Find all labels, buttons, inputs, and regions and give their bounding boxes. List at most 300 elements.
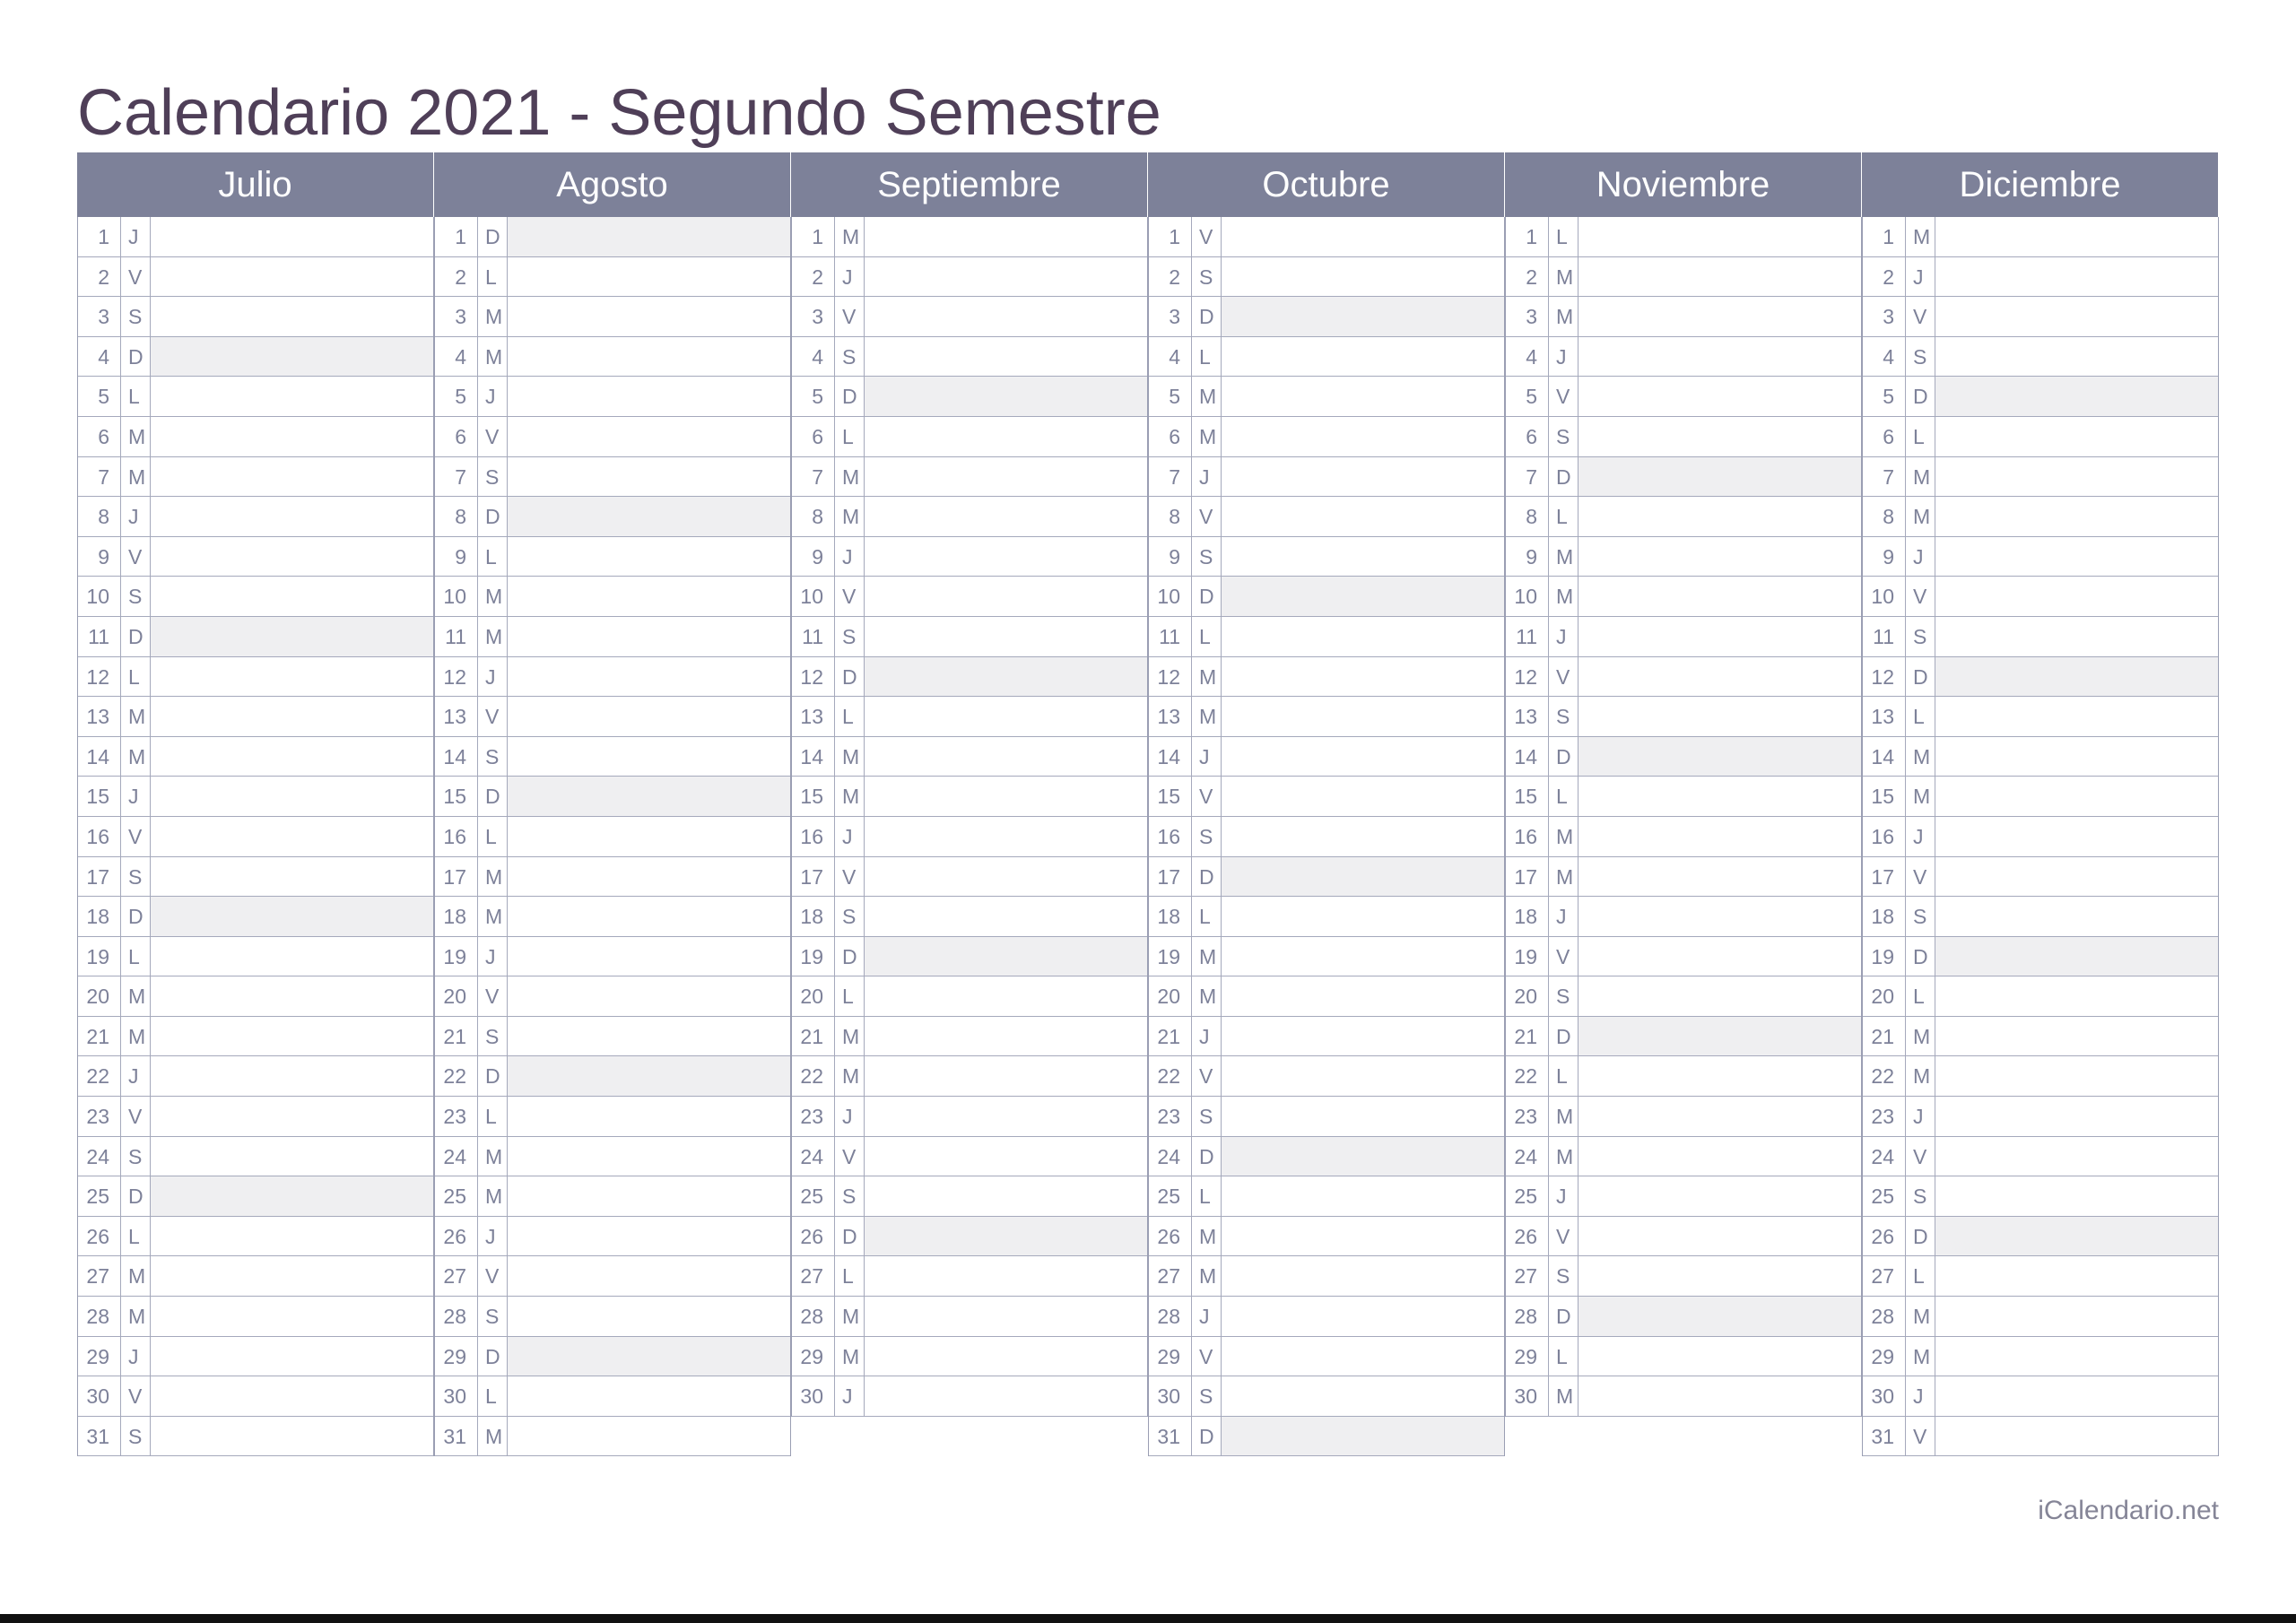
day-note-cell[interactable] (1935, 1376, 2218, 1416)
day-number: 3 (1149, 297, 1192, 336)
day-note-cell[interactable] (1935, 217, 2218, 256)
day-note-cell[interactable] (508, 617, 790, 656)
weekday-letter: J (1192, 457, 1222, 497)
day-row (435, 337, 790, 378)
bottom-bar (0, 1614, 2296, 1623)
day-note-cell[interactable] (1578, 897, 1861, 936)
day-note-cell[interactable] (508, 976, 790, 1016)
day-number: 30 (1506, 1376, 1549, 1416)
day-note-cell[interactable] (1578, 777, 1861, 816)
day-note-cell[interactable] (1222, 976, 1504, 1016)
day-note-cell[interactable] (508, 577, 790, 616)
day-row (435, 1137, 790, 1177)
month-header: Octubre (1148, 152, 1505, 217)
weekday-letter: L (1549, 777, 1578, 816)
day-row (792, 417, 1147, 457)
day-note-cell[interactable] (1578, 1017, 1861, 1056)
day-note-cell[interactable] (1935, 1017, 2218, 1056)
day-number: 2 (1863, 257, 1906, 297)
day-note-cell[interactable] (508, 457, 790, 497)
day-note-cell[interactable] (508, 1017, 790, 1056)
day-row (1863, 857, 2218, 898)
day-note-cell[interactable] (1935, 897, 2218, 936)
day-row (1863, 897, 2218, 937)
day-note-cell[interactable] (1578, 1297, 1861, 1336)
day-number: 11 (1149, 617, 1192, 656)
day-note-cell[interactable] (1935, 737, 2218, 777)
day-note-cell[interactable] (1578, 1256, 1861, 1296)
day-note-cell[interactable] (1935, 857, 2218, 897)
weekday-letter: S (835, 897, 865, 936)
day-row (1863, 377, 2218, 417)
day-note-cell[interactable] (1935, 257, 2218, 297)
day-note-cell[interactable] (151, 857, 433, 897)
day-number: 12 (78, 657, 121, 697)
weekday-letter: M (835, 1337, 865, 1376)
day-note-cell[interactable] (508, 297, 790, 336)
weekday-letter: V (478, 697, 508, 736)
day-note-cell[interactable] (1935, 377, 2218, 416)
day-row (78, 537, 433, 577)
day-note-cell[interactable] (508, 417, 790, 456)
day-row (792, 697, 1147, 737)
day-row (1149, 1217, 1504, 1257)
day-note-cell[interactable] (1222, 457, 1504, 497)
day-number: 30 (435, 1376, 478, 1416)
day-note-cell[interactable] (1222, 417, 1504, 456)
day-row (792, 577, 1147, 617)
day-row (1149, 777, 1504, 817)
day-note-cell[interactable] (1578, 1097, 1861, 1136)
day-note-cell[interactable] (151, 937, 433, 976)
day-note-cell[interactable] (1935, 1256, 2218, 1296)
day-number: 12 (435, 657, 478, 697)
day-note-cell[interactable] (865, 777, 1147, 816)
day-row (792, 737, 1147, 777)
weekday-letter: D (478, 1337, 508, 1376)
day-note-cell[interactable] (1935, 1337, 2218, 1376)
day-note-cell[interactable] (508, 337, 790, 377)
day-number: 28 (792, 1297, 835, 1336)
day-list (77, 217, 434, 1456)
day-note-cell[interactable] (151, 1097, 433, 1136)
day-note-cell[interactable] (508, 257, 790, 297)
weekday-letter: V (1549, 377, 1578, 416)
day-note-cell[interactable] (865, 377, 1147, 416)
day-note-cell[interactable] (1222, 1056, 1504, 1096)
page-title: Calendario 2021 - Segundo Semestre (77, 77, 1161, 149)
day-row (1863, 217, 2218, 257)
day-note-cell[interactable] (1578, 1056, 1861, 1096)
day-note-cell[interactable] (151, 257, 433, 297)
day-note-cell[interactable] (151, 1176, 433, 1216)
weekday-letter: M (1906, 217, 1935, 256)
day-number: 17 (1149, 857, 1192, 897)
weekday-letter: M (835, 457, 865, 497)
day-note-cell[interactable] (508, 777, 790, 816)
day-note-cell[interactable] (1222, 737, 1504, 777)
day-number: 15 (435, 777, 478, 816)
day-note-cell[interactable] (1222, 1097, 1504, 1136)
weekday-letter: D (121, 617, 151, 656)
day-note-cell[interactable] (1578, 577, 1861, 616)
day-note-cell[interactable] (151, 537, 433, 577)
day-note-cell[interactable] (1578, 497, 1861, 536)
day-note-cell[interactable] (1935, 697, 2218, 736)
day-number: 3 (78, 297, 121, 336)
day-note-cell[interactable] (508, 1376, 790, 1416)
day-number: 30 (78, 1376, 121, 1416)
day-note-cell[interactable] (1222, 777, 1504, 816)
day-note-cell[interactable] (865, 1017, 1147, 1056)
day-row (1863, 417, 2218, 457)
day-note-cell[interactable] (1222, 657, 1504, 697)
day-number: 19 (1149, 937, 1192, 976)
day-note-cell[interactable] (151, 337, 433, 377)
month-column (791, 152, 1148, 1417)
day-note-cell[interactable] (1578, 817, 1861, 856)
day-note-cell[interactable] (1222, 537, 1504, 577)
day-number: 26 (792, 1217, 835, 1256)
day-note-cell[interactable] (1578, 457, 1861, 497)
day-note-cell[interactable] (1935, 1097, 2218, 1136)
day-note-cell[interactable] (508, 1256, 790, 1296)
day-number: 8 (1506, 497, 1549, 536)
weekday-letter: M (835, 217, 865, 256)
day-note-cell[interactable] (508, 217, 790, 256)
day-note-cell[interactable] (1578, 657, 1861, 697)
weekday-letter: V (478, 976, 508, 1016)
day-note-cell[interactable] (1578, 1176, 1861, 1216)
day-note-cell[interactable] (508, 1056, 790, 1096)
day-note-cell[interactable] (1578, 617, 1861, 656)
weekday-letter: S (1192, 257, 1222, 297)
day-row (792, 897, 1147, 937)
day-note-cell[interactable] (1578, 537, 1861, 577)
day-note-cell[interactable] (151, 217, 433, 256)
day-note-cell[interactable] (1935, 617, 2218, 656)
day-note-cell[interactable] (1935, 537, 2218, 577)
day-note-cell[interactable] (151, 617, 433, 656)
day-note-cell[interactable] (865, 1297, 1147, 1336)
day-number: 29 (78, 1337, 121, 1376)
day-note-cell[interactable] (151, 777, 433, 816)
day-note-cell[interactable] (1222, 1017, 1504, 1056)
day-note-cell[interactable] (1578, 217, 1861, 256)
day-number: 24 (792, 1137, 835, 1176)
weekday-letter: M (1192, 377, 1222, 416)
day-note-cell[interactable] (865, 257, 1147, 297)
day-note-cell[interactable] (508, 1097, 790, 1136)
day-note-cell[interactable] (1578, 1217, 1861, 1256)
day-note-cell[interactable] (1935, 777, 2218, 816)
weekday-letter: M (478, 577, 508, 616)
day-note-cell[interactable] (1935, 1217, 2218, 1256)
day-note-cell[interactable] (865, 1097, 1147, 1136)
day-note-cell[interactable] (508, 1176, 790, 1216)
day-row (435, 257, 790, 298)
day-note-cell[interactable] (865, 657, 1147, 697)
weekday-letter: J (478, 937, 508, 976)
day-row (78, 1097, 433, 1137)
day-note-cell[interactable] (151, 737, 433, 777)
day-note-cell[interactable] (508, 1217, 790, 1256)
day-row (1506, 976, 1861, 1017)
day-note-cell[interactable] (865, 1056, 1147, 1096)
day-number: 5 (1149, 377, 1192, 416)
day-note-cell[interactable] (151, 1017, 433, 1056)
weekday-letter: D (1549, 1297, 1578, 1336)
day-note-cell[interactable] (1578, 337, 1861, 377)
day-note-cell[interactable] (151, 1337, 433, 1376)
day-note-cell[interactable] (508, 857, 790, 897)
day-note-cell[interactable] (1222, 1417, 1504, 1456)
day-number: 18 (1863, 897, 1906, 936)
day-note-cell[interactable] (1578, 1376, 1861, 1416)
day-note-cell[interactable] (1222, 577, 1504, 616)
day-note-cell[interactable] (865, 1137, 1147, 1176)
day-note-cell[interactable] (865, 897, 1147, 936)
day-note-cell[interactable] (1578, 1337, 1861, 1376)
day-note-cell[interactable] (1578, 377, 1861, 416)
day-note-cell[interactable] (151, 497, 433, 536)
day-note-cell[interactable] (1578, 737, 1861, 777)
day-note-cell[interactable] (865, 697, 1147, 736)
day-note-cell[interactable] (1578, 257, 1861, 297)
day-note-cell[interactable] (508, 937, 790, 976)
day-note-cell[interactable] (1578, 857, 1861, 897)
day-note-cell[interactable] (508, 1297, 790, 1336)
day-note-cell[interactable] (1935, 497, 2218, 536)
day-number: 23 (1863, 1097, 1906, 1136)
day-note-cell[interactable] (151, 657, 433, 697)
month-header: Diciembre (1862, 152, 2219, 217)
day-note-cell[interactable] (151, 1217, 433, 1256)
day-note-cell[interactable] (1578, 976, 1861, 1016)
day-note-cell[interactable] (865, 937, 1147, 976)
day-note-cell[interactable] (1222, 1256, 1504, 1296)
weekday-letter: S (835, 617, 865, 656)
day-note-cell[interactable] (1935, 337, 2218, 377)
day-row (1506, 1176, 1861, 1217)
day-note-cell[interactable] (865, 297, 1147, 336)
day-note-cell[interactable] (1578, 937, 1861, 976)
day-number: 27 (1149, 1256, 1192, 1296)
day-number: 8 (435, 497, 478, 536)
day-note-cell[interactable] (151, 417, 433, 456)
day-row (1863, 497, 2218, 537)
day-note-cell[interactable] (1222, 817, 1504, 856)
day-note-cell[interactable] (1935, 1297, 2218, 1336)
day-note-cell[interactable] (865, 457, 1147, 497)
day-note-cell[interactable] (508, 1417, 790, 1456)
day-number: 3 (435, 297, 478, 336)
day-note-cell[interactable] (151, 976, 433, 1016)
weekday-letter: M (1549, 857, 1578, 897)
day-row (435, 1017, 790, 1057)
day-note-cell[interactable] (1578, 417, 1861, 456)
day-note-cell[interactable] (151, 577, 433, 616)
day-number: 3 (792, 297, 835, 336)
day-note-cell[interactable] (151, 897, 433, 936)
day-note-cell[interactable] (865, 1256, 1147, 1296)
day-note-cell[interactable] (1935, 297, 2218, 336)
day-note-cell[interactable] (151, 1056, 433, 1096)
day-row (792, 217, 1147, 257)
day-note-cell[interactable] (508, 1137, 790, 1176)
weekday-letter: J (1549, 337, 1578, 377)
day-note-cell[interactable] (1935, 976, 2218, 1016)
day-note-cell[interactable] (865, 976, 1147, 1016)
day-note-cell[interactable] (151, 297, 433, 336)
day-note-cell[interactable] (1222, 377, 1504, 416)
day-note-cell[interactable] (1222, 257, 1504, 297)
day-number: 15 (792, 777, 835, 816)
day-note-cell[interactable] (151, 817, 433, 856)
day-row (1149, 497, 1504, 537)
day-note-cell[interactable] (508, 697, 790, 736)
day-note-cell[interactable] (865, 817, 1147, 856)
day-note-cell[interactable] (151, 1297, 433, 1336)
day-note-cell[interactable] (508, 737, 790, 777)
day-note-cell[interactable] (508, 1337, 790, 1376)
day-note-cell[interactable] (151, 1417, 433, 1456)
day-row (1506, 1337, 1861, 1377)
day-note-cell[interactable] (1578, 1137, 1861, 1176)
weekday-letter: M (1192, 417, 1222, 456)
day-note-cell[interactable] (1222, 617, 1504, 656)
day-note-cell[interactable] (865, 1217, 1147, 1256)
day-note-cell[interactable] (151, 1256, 433, 1296)
day-note-cell[interactable] (1935, 1137, 2218, 1176)
day-note-cell[interactable] (1935, 457, 2218, 497)
day-note-cell[interactable] (508, 537, 790, 577)
day-note-cell[interactable] (1935, 1417, 2218, 1456)
day-row (435, 297, 790, 337)
day-note-cell[interactable] (151, 377, 433, 416)
day-note-cell[interactable] (865, 1376, 1147, 1416)
day-row (435, 617, 790, 657)
day-note-cell[interactable] (1222, 857, 1504, 897)
day-note-cell[interactable] (1222, 337, 1504, 377)
weekday-letter: M (1549, 1137, 1578, 1176)
day-row (792, 1297, 1147, 1337)
day-note-cell[interactable] (1222, 1137, 1504, 1176)
day-note-cell[interactable] (865, 217, 1147, 256)
day-note-cell[interactable] (508, 897, 790, 936)
weekday-letter: M (121, 1297, 151, 1336)
day-note-cell[interactable] (151, 1137, 433, 1176)
day-number: 23 (792, 1097, 835, 1136)
day-number: 27 (1863, 1256, 1906, 1296)
weekday-letter: J (835, 1376, 865, 1416)
weekday-letter: D (1192, 1417, 1222, 1456)
day-row (1863, 1337, 2218, 1377)
day-note-cell[interactable] (508, 497, 790, 536)
day-row (792, 1137, 1147, 1177)
month-column (434, 152, 791, 1456)
day-number: 17 (792, 857, 835, 897)
day-note-cell[interactable] (1222, 937, 1504, 976)
weekday-letter: V (835, 1137, 865, 1176)
day-list (1862, 217, 2219, 1456)
day-note-cell[interactable] (151, 1376, 433, 1416)
weekday-letter: V (1192, 217, 1222, 256)
day-note-cell[interactable] (508, 657, 790, 697)
day-note-cell[interactable] (1935, 417, 2218, 456)
day-row (78, 777, 433, 817)
day-row (78, 1217, 433, 1257)
day-number: 20 (435, 976, 478, 1016)
day-note-cell[interactable] (865, 737, 1147, 777)
day-row (435, 937, 790, 977)
day-note-cell[interactable] (1222, 697, 1504, 736)
day-note-cell[interactable] (1222, 217, 1504, 256)
weekday-letter: V (1549, 937, 1578, 976)
day-note-cell[interactable] (1222, 897, 1504, 936)
weekday-letter: L (1906, 697, 1935, 736)
day-note-cell[interactable] (1222, 1297, 1504, 1336)
day-note-cell[interactable] (865, 617, 1147, 656)
day-note-cell[interactable] (508, 377, 790, 416)
day-number: 15 (1506, 777, 1549, 816)
day-note-cell[interactable] (1222, 497, 1504, 536)
weekday-letter: M (121, 976, 151, 1016)
day-row (1149, 857, 1504, 898)
weekday-letter: L (121, 377, 151, 416)
day-note-cell[interactable] (865, 857, 1147, 897)
day-note-cell[interactable] (865, 337, 1147, 377)
weekday-letter: S (121, 857, 151, 897)
day-note-cell[interactable] (1935, 657, 2218, 697)
day-note-cell[interactable] (865, 537, 1147, 577)
day-note-cell[interactable] (1935, 937, 2218, 976)
day-note-cell[interactable] (865, 417, 1147, 456)
day-note-cell[interactable] (151, 457, 433, 497)
day-number: 4 (1506, 337, 1549, 377)
day-note-cell[interactable] (1222, 297, 1504, 336)
month-header: Septiembre (791, 152, 1148, 217)
day-note-cell[interactable] (1578, 697, 1861, 736)
day-note-cell[interactable] (865, 577, 1147, 616)
day-note-cell[interactable] (865, 1176, 1147, 1216)
day-number: 25 (1506, 1176, 1549, 1216)
day-note-cell[interactable] (1222, 1376, 1504, 1416)
day-note-cell[interactable] (151, 697, 433, 736)
day-note-cell[interactable] (1935, 817, 2218, 856)
day-row (1863, 737, 2218, 777)
day-note-cell[interactable] (1935, 1056, 2218, 1096)
day-number: 24 (78, 1137, 121, 1176)
day-note-cell[interactable] (1222, 1217, 1504, 1256)
day-note-cell[interactable] (1935, 1176, 2218, 1216)
day-note-cell[interactable] (865, 497, 1147, 536)
day-number: 16 (1863, 817, 1906, 856)
footer-brand: iCalendario.net (2038, 1496, 2219, 1525)
day-note-cell[interactable] (1222, 1176, 1504, 1216)
weekday-letter: M (478, 1137, 508, 1176)
day-note-cell[interactable] (865, 1337, 1147, 1376)
weekday-letter: D (835, 377, 865, 416)
day-note-cell[interactable] (1222, 1337, 1504, 1376)
day-note-cell[interactable] (508, 817, 790, 856)
day-note-cell[interactable] (1578, 297, 1861, 336)
day-note-cell[interactable] (1935, 577, 2218, 616)
day-number: 25 (1863, 1176, 1906, 1216)
day-row (1506, 457, 1861, 498)
day-row (1149, 976, 1504, 1017)
day-row (792, 617, 1147, 657)
